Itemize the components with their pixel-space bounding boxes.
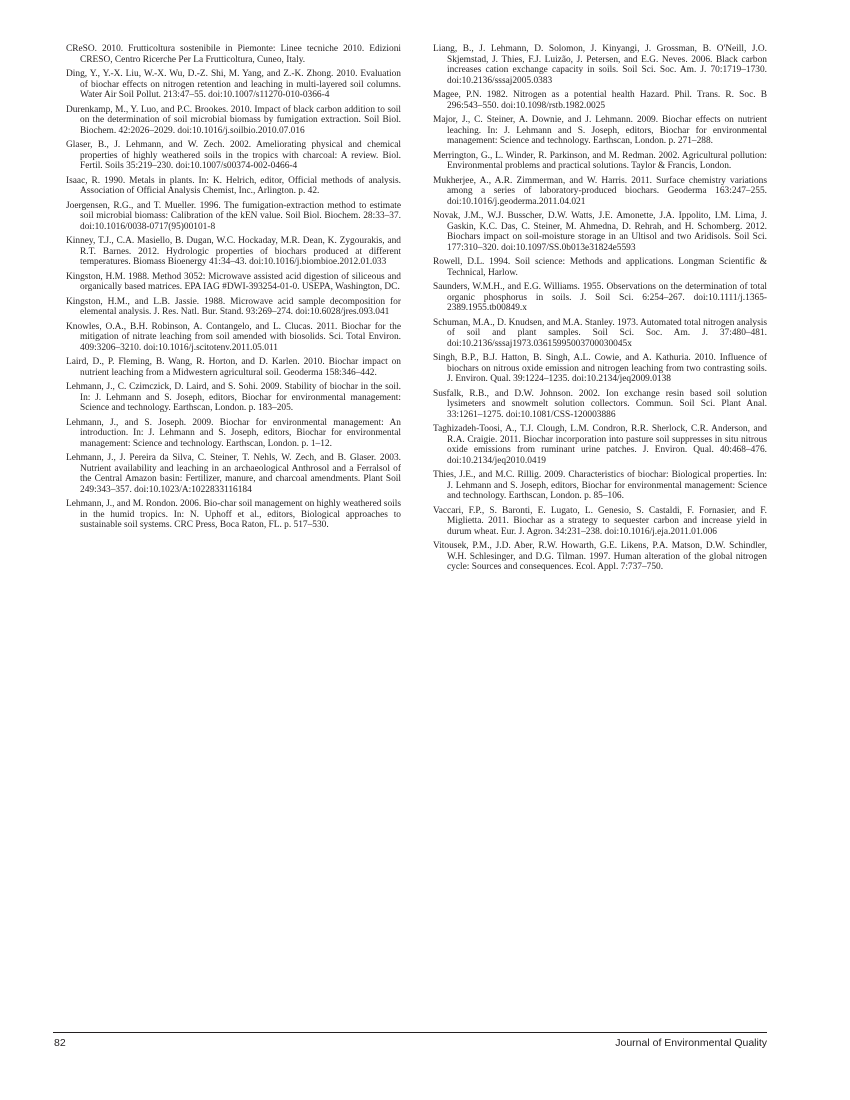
reference-entry: Thies, J.E., and M.C. Rillig. 2009. Characteristics of biochar: Biological properties. In: J. Lehmann and S. Joseph, editors, Biochar for environmental management: Science and technology. Earthscan, London. p. 85–106. — [433, 470, 767, 501]
reference-entry: Vitousek, P.M., J.D. Aber, R.W. Howarth, G.E. Likens, P.A. Matson, D.W. Schindler, W.H. Schlesinger, and D.G. Tilman. 1997. Human alteration of the global nitrogen cycle: Sources and consequences. Ecol. Appl. 7:737–750. — [433, 541, 767, 572]
reference-entry: Lehmann, J., and M. Rondon. 2006. Bio-char soil management on highly weathered soils in the humid tropics. In: N. Uphoff et al., editors, Biological approaches to sustainable soil systems. CRC Press, Boca Raton, FL. p. 517–530. — [66, 499, 401, 530]
reference-entry: Major, J., C. Steiner, A. Downie, and J. Lehmann. 2009. Biochar effects on nutrient leaching. In: J. Lehmann and S. Joseph, editors, Biochar for environmental management: Science and technology. Earthscan, London. p. 271–288. — [433, 115, 767, 146]
reference-entry: Vaccari, F.P., S. Baronti, E. Lugato, L. Genesio, S. Castaldi, F. Fornasier, and F. Miglietta. 2011. Biochar as a strategy to sequester carbon and increase yield in durum wheat. Eur. J. Agron. 34:231–238. doi:10.1016/j.eja.2011.01.006 — [433, 505, 767, 537]
reference-entry: Rowell, D.L. 1994. Soil science: Methods and applications. Longman Scientific & Technical, Harlow. — [433, 257, 767, 278]
reference-entry: Schuman, M.A., D. Knudsen, and M.A. Stanley. 1973. Automated total nitrogen analysis of soil and plant samples. Soil Sci. Soc. Am. J. 37:480–481. doi:10.2136/sssaj1973.03615995003700030045x — [433, 317, 767, 349]
reference-entry: Knowles, O.A., B.H. Robinson, A. Contangelo, and L. Clucas. 2011. Biochar for the mitigation of nitrate leaching from soil amended with biosolids. Sci. Total Environ. 409:3206–3210. doi:10.1016/j.scitotenv.2011.05.011 — [66, 321, 401, 353]
journal-name: Journal of Environmental Quality — [615, 1037, 767, 1049]
reference-entry: Magee, P.N. 1982. Nitrogen as a potential health Hazard. Phil. Trans. R. Soc. B 296:543–550. doi:10.1098/rstb.1982.0025 — [433, 90, 767, 111]
reference-entry: Novak, J.M., W.J. Busscher, D.W. Watts, J.E. Amonette, J.A. Ippolito, I.M. Lima, J. Gaskin, K.C. Das, C. Steiner, M. Ahmedna, D. Rehrah, and H. Schomberg. 2012. Biochars impact on soil-moisture storage in an Ultisol and two Aridisols. Soil Sci. 177:310–320. doi:10.1097/SS.0b013e31824e5593 — [433, 211, 767, 253]
reference-entry: Mukherjee, A., A.R. Zimmerman, and W. Harris. 2011. Surface chemistry variations among a series of laboratory-produced biochars. Geoderma 163:247–255. doi:10.1016/j.geoderma.2011.04.021 — [433, 175, 767, 207]
reference-entry: Joergensen, R.G., and T. Mueller. 1996. The fumigation-extraction method to estimate soil microbial biomass: Calibration of the kEN value. Soil Biol. Biochem. 28:33–37. doi:10.1016/0038-0717(95)00101-8 — [66, 200, 401, 232]
reference-entry: Glaser, B., J. Lehmann, and W. Zech. 2002. Ameliorating physical and chemical properties of highly weathered soils in the tropics with charcoal: A review. Biol. Fertil. Soils 35:219–230. doi:10.1007/s00374-002-0466-4 — [66, 140, 401, 171]
reference-entry: Liang, B., J. Lehmann, D. Solomon, J. Kinyangi, J. Grossman, B. O'Neill, J.O. Skjemstad, J. Thies, F.J. Luizão, J. Petersen, and E.G. Neves. 2006. Black carbon increases cation exchange capacity in soils. Soil Sci. Soc. Am. J. 70:1719–1730. doi:10.2136/sssaj2005.0383 — [433, 44, 767, 86]
reference-entry: Durenkamp, M., Y. Luo, and P.C. Brookes. 2010. Impact of black carbon addition to soil on the determination of soil microbial biomass by fumigation extraction. Soil Biol. Biochem. 42:2026–2029. doi:10.1016/j.soilbio.2010.07.016 — [66, 104, 401, 136]
reference-entry: Kinney, T.J., C.A. Masiello, B. Dugan, W.C. Hockaday, M.R. Dean, K. Zygourakis, and R.T. Barnes. 2012. Hydrologic properties of biochars produced at different temperatures. Biomass Bioenergy 41:34–43. doi:10.1016/j.biombioe.2012.01.033 — [66, 236, 401, 267]
reference-entry: Laird, D., P. Fleming, B. Wang, R. Horton, and D. Karlen. 2010. Biochar impact on nutrient leaching from a Midwestern agricultural soil. Geoderma 158:346–442. — [66, 357, 401, 378]
references-right-column — [433, 44, 767, 577]
reference-entry: Lehmann, J., and S. Joseph. 2009. Biochar for environmental management: An introduction. In: J. Lehmann and S. Joseph, editors, Biochar for environmental management: Science and technology. Earthscan, London. p. 1–12. — [66, 417, 401, 449]
reference-entry: Merrington, G., L. Winder, R. Parkinson, and M. Redman. 2002. Agricultural pollution: Environmental problems and practical solutions. Taylor & Francis, London. — [433, 150, 767, 171]
reference-entry: Kingston, H.M. 1988. Method 3052: Microwave assisted acid digestion of siliceous and organically based matrices. EPA IAG #DWI-393254-01-0. USEPA, Washington, DC. — [66, 271, 401, 292]
reference-entry: Lehmann, J., J. Pereira da Silva, C. Steiner, T. Nehls, W. Zech, and B. Glaser. 2003. Nutrient availability and leaching in an archaeological Anthrosol and a Ferralsol of the Central Amazon basin: Fertilizer, manure, and charcoal amendments. Plant Soil 249:343–357. doi:10.1023/A:1022833116184 — [66, 453, 401, 495]
reference-entry: Kingston, H.M., and L.B. Jassie. 1988. Microwave acid sample decomposition for elemental analysis. J. Res. Natl. Bur. Stand. 93:269–274. doi:10.6028/jres.093.041 — [66, 296, 401, 317]
reference-entry: Taghizadeh-Toosi, A., T.J. Clough, L.M. Condron, R.R. Sherlock, C.R. Anderson, and R.A. Craigie. 2011. Biochar incorporation into pasture soil suppresses in situ nitrous oxide emissions from ruminant urine patches. J. Environ. Qual. 40:468–476. doi:10.2134/jeq2010.0419 — [433, 424, 767, 466]
reference-entry: Ding, Y., Y.-X. Liu, W.-X. Wu, D.-Z. Shi, M. Yang, and Z.-K. Zhong. 2010. Evaluation of biochar effects on nitrogen retention and leaching in multi-layered soil columns. Water Air Soil Pollut. 213:47–55. doi:10.1007/s11270-010-0366-4 — [66, 69, 401, 100]
reference-entry: CReSO. 2010. Frutticoltura sostenibile in Piemonte: Linee tecniche 2010. Edizioni CRESO, Centro Ricerche Per La Frutticoltura, Cuneo, Italy. — [66, 44, 401, 65]
references-left-column — [66, 44, 401, 535]
page-number: 82 — [54, 1037, 66, 1049]
reference-entry: Isaac, R. 1990. Metals in plants. In: K. Helrich, editor, Official methods of analysis. Association of Official Analysis Chemist, Inc., Arlington. p. 42. — [66, 175, 401, 196]
footer-divider — [53, 1032, 767, 1033]
reference-entry: Susfalk, R.B., and D.W. Johnson. 2002. Ion exchange resin based soil solution lysimeters and snowmelt solution collectors. Commun. Soil Sci. Plant Anal. 33:1261–1275. doi:10.1081/CSS-120003886 — [433, 388, 767, 420]
reference-entry: Saunders, W.M.H., and E.G. Williams. 1955. Observations on the determination of total organic phosphorus in soils. J. Soil Sci. 6:254–267. doi:10.1111/j.1365-2389.1955.tb00849.x — [433, 282, 767, 313]
reference-entry: Singh, B.P., B.J. Hatton, B. Singh, A.L. Cowie, and A. Kathuria. 2010. Influence of biochars on nitrous oxide emission and nitrogen leaching from two contrasting soils. J. Environ. Qual. 39:1224–1235. doi:10.2134/jeq2009.0138 — [433, 353, 767, 384]
reference-entry: Lehmann, J., C. Czimczick, D. Laird, and S. Sohi. 2009. Stability of biochar in the soil. In: J. Lehmann and S. Joseph, editors, Biochar for environmental management: Science and technology. Earthscan, London. p. 183–205. — [66, 382, 401, 413]
